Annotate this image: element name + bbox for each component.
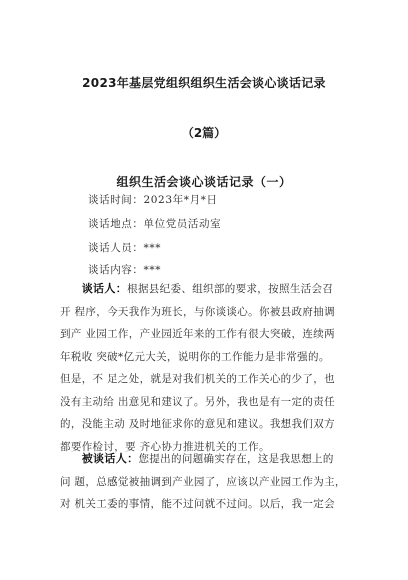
paragraph-line: 年税收 突破*亿元大关，说明你的工作能力是非常强的。	[60, 350, 330, 363]
meta-content-value: ***	[143, 264, 162, 276]
paragraph-line: 问 题，总感觉被抽调到产业园了，应该以产业园工作为主，	[60, 475, 346, 488]
meta-location	[88, 216, 221, 231]
paragraph-line: 谈话人：根据县纪委、组织部的要求，按照生活会召	[81, 282, 334, 295]
meta-location-label: 谈话地点：	[88, 218, 144, 230]
meta-participants-label: 谈话人员：	[88, 242, 144, 254]
meta-participants-value: ***	[143, 242, 162, 254]
meta-time-value: 2023年*月*日	[143, 194, 218, 206]
meta-content	[88, 262, 161, 277]
meta-location-value: 单位党员活动室	[143, 218, 222, 230]
paragraph-interviewer	[60, 278, 352, 458]
meta-time	[88, 192, 218, 207]
speaker-label: 谈话人：	[81, 282, 128, 295]
paragraph-line: 开 程序，今天我作为班长，与你谈谈心。你被县政府抽调	[60, 305, 335, 318]
paragraph-line: 没有主动给 出意见和建议了。另外，我也是有一定的责任	[60, 395, 335, 408]
section-title: 组织生活会谈心谈话记录（一）	[116, 175, 292, 189]
paragraph-interviewee	[60, 448, 352, 516]
paragraph-line: 都要作检讨，要 齐心协力推进机关的工作。	[60, 440, 270, 453]
meta-time-label: 谈话时间：	[88, 194, 144, 206]
speaker-label: 被谈话人：	[81, 452, 139, 465]
document-title: 2023年基层党组织组织生活会谈心谈话记录	[82, 76, 326, 90]
paragraph-line: 被谈话人：您提出的问题确实存在，这是我思想上的	[81, 452, 334, 465]
meta-participants	[88, 240, 161, 255]
paragraph-line: 到产 业园工作，产业园近年来的工作有很大突破，连续两	[60, 328, 335, 340]
document-count: （2篇）	[181, 126, 227, 140]
paragraph-line: 对 机关工委的事情，能不过问就不过问。以后，我一定会	[60, 498, 335, 510]
meta-content-label: 谈话内容：	[88, 264, 144, 276]
paragraph-line: 但是，不 足之处，就是对我们机关的工作关心的少了，也	[60, 373, 335, 385]
paragraph-line: 的，没能主动 及时地征求你的意见和建议。我想我们双方	[60, 418, 335, 430]
